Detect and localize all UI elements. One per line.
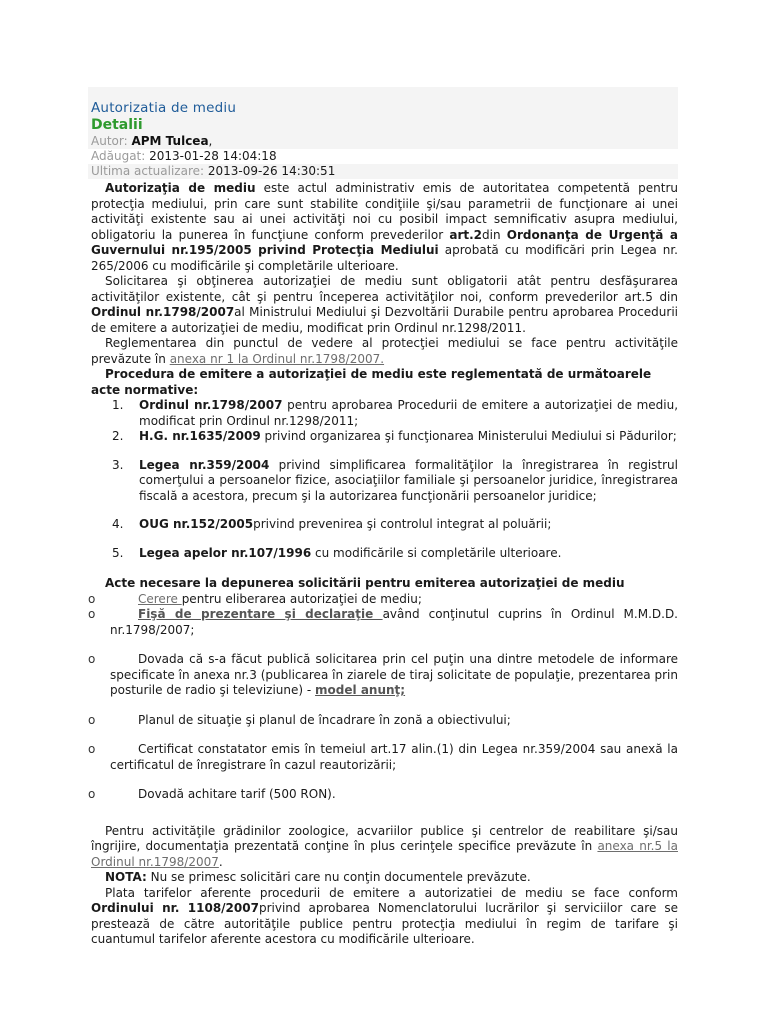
procedure-heading: Procedura de emitere a autorizaţiei de mediu este reglementată de următoarele acte normative: — [91, 367, 652, 397]
list-item — [88, 787, 678, 803]
act-title: H.G. nr.1635/2009 — [139, 429, 261, 443]
note-text: Nu se primesc solicitări care nu conţin documentele prevăzute. — [146, 870, 531, 884]
bullet-icon: o — [88, 712, 96, 727]
doc-text: Planul de situaţie şi planul de încadrare în zonă a obiectivului; — [138, 712, 511, 727]
act-title: OUG nr.152/2005 — [139, 517, 254, 531]
obligation-text-1: Solicitarea şi obţinerea autorizaţiei de mediu sunt obligatorii atât pentru desfăşurarea activităţilor existente, cât şi pentru începerea activităţilor noi, conform prevederilor art.5 din — [91, 274, 678, 304]
list-item — [88, 652, 678, 699]
acts-list — [91, 398, 678, 561]
bullet-icon: o — [88, 652, 96, 666]
bullet-icon: o — [88, 607, 96, 621]
doc-text: Dovada că s-a făcut publică solicitarea prin cel puţin una dintre metodele de informare specificate în anexa nr.3 (publicarea în ziarele de tiraj solicitate de populaţie, prezentarea prin posturile de radio şi televiziune) - — [110, 652, 678, 697]
bullet-icon: o — [88, 591, 96, 606]
section-heading: Detalii — [91, 117, 143, 133]
list-item — [91, 517, 678, 533]
zoo-text: Pentru activităţile grădinilor zoologice, acvariilor publice şi centrelor de reabilitare şi/sau îngrijire, documentaţia prezentată conţine în plus cerinţele specifice prevăzute în — [91, 823, 678, 853]
intro-text-3: aprobată cu modificări prin Legea nr. 265/2006 cu modificările şi completările ulterioare. — [91, 243, 678, 273]
intro-art: art.2 — [449, 227, 483, 242]
intro-term: Autorizaţia de mediu — [105, 181, 256, 195]
meta-added — [91, 149, 678, 164]
act-title: Legea apelor nr.107/1996 — [139, 545, 312, 560]
act-text: privind organizarea şi funcţionarea Ministerului Mediului si Pădurilor; — [260, 429, 677, 443]
added-date: 2013-01-28 14:04:18 — [149, 149, 277, 163]
fees-paragraph — [91, 886, 678, 948]
list-item — [88, 591, 678, 608]
documents-heading: Acte necesare la depunerea solicitării pentru emiterea autorizaţiei de mediu — [105, 576, 625, 590]
zoo-text-end: . — [218, 854, 223, 869]
list-item — [88, 742, 678, 773]
fees-order: Ordinului nr. 1108/2007 — [91, 901, 259, 915]
fees-text-2: privind aprobarea Nomenclatorului lucrărilor şi serviciilor care se prestează de către autorităţile publice pentru protecţia mediului în regim de tarifare şi cuantumul tarifelor aferente acestora cu modificările ulterioare. — [91, 901, 678, 946]
list-item — [91, 429, 678, 445]
model-anunt-link[interactable]: model anunţ; — [315, 683, 406, 697]
bullet-icon: o — [88, 742, 96, 756]
list-item — [91, 546, 678, 562]
intro-text-1: este actul administrativ emis de autoritatea competentă pentru protecţia mediului, prin care sunt stabilite condiţiile şi/sau parametrii de funcţionare ai unei activităţi existente sau ai unei activităţi noi cu posibil impact semnificativ asupra mediului, obligatoriu la punerea în funcţiune conform prevederilor — [91, 181, 678, 242]
author-label: Autor: — [91, 134, 128, 148]
doc-text: Certificat constatator emis în temeiul art.17 alin.(1) din Legea nr.359/2004 sau anexă la certificatul de înregistrare în cazul reautorizării; — [110, 742, 678, 772]
act-text: cu modificările si completările ulterioare. — [311, 545, 562, 560]
list-number: 1. — [112, 398, 124, 412]
updated-label: Ultima actualizare: — [91, 164, 205, 178]
list-number: 4. — [112, 517, 124, 531]
intro-paragraph — [91, 181, 678, 274]
list-item — [91, 398, 678, 429]
meta-updated — [88, 164, 678, 179]
obligation-paragraph — [91, 274, 678, 336]
list-item — [88, 712, 678, 729]
act-title: Ordinul nr.1798/2007 — [139, 398, 283, 412]
fisa-prezentare-link[interactable]: Fişă de prezentare şi declaraţie — [138, 607, 383, 621]
list-item — [88, 607, 678, 638]
act-text: pentru aprobarea Procedurii de emitere a autorizaţiei de mediu, modificat prin Ordinul nr.1298/2011; — [139, 398, 679, 428]
bullet-icon: o — [88, 787, 96, 801]
documents-list — [88, 591, 678, 803]
annex-1-link[interactable]: anexa nr 1 la Ordinul nr.1798/2007. — [169, 351, 385, 366]
updated-date: 2013-09-26 14:30:51 — [207, 164, 336, 178]
doc-text: având conţinutul cuprins în Ordinul M.M.D.D. nr.1798/2007; — [110, 607, 678, 637]
intro-text-2: din — [482, 227, 507, 242]
page-title: Autorizatia de mediu — [91, 100, 237, 116]
document — [88, 87, 679, 948]
list-number: 5. — [112, 545, 124, 560]
list-number: 3. — [112, 457, 124, 472]
obligation-order: Ordinul nr.1798/2007 — [91, 305, 235, 319]
list-item — [91, 458, 678, 505]
zoo-paragraph — [91, 824, 678, 871]
act-title: Legea nr.359/2004 — [139, 457, 270, 472]
author-suffix: , — [208, 134, 213, 148]
list-number: 2. — [112, 429, 124, 443]
annex-5-link[interactable]: anexa nr.5 la Ordinul nr.1798/2007 — [91, 839, 678, 869]
doc-text: Dovadă achitare tarif (500 RON). — [138, 787, 336, 801]
act-text: privind simplificarea formalităţilor la înregistrarea în registrul comerţului a persoanelor fizice, asociaţiilor familiale şi persoanelor juridice, înregistrarea fiscală a acestora, precum şi la autorizarea funcţionării persoanelor juridice; — [139, 457, 678, 503]
cerere-link[interactable]: Cerere — [138, 591, 182, 606]
act-text: privind prevenirea şi controlul integrat al poluării; — [253, 517, 552, 531]
author-name[interactable]: APM Tulcea — [131, 134, 209, 148]
added-label: Adăugat: — [91, 149, 146, 163]
regulation-text: Reglementarea din punctul de vedere al protecţiei mediului se face pentru activităţile prevăzute în — [91, 336, 678, 366]
article-header — [88, 87, 678, 134]
note-paragraph — [91, 870, 678, 886]
doc-text: pentru eliberarea autorizaţiei de mediu; — [181, 591, 422, 606]
fees-text-1: Plata tarifelor aferente procedurii de emitere a autorizatiei de mediu se face conform — [105, 885, 678, 900]
note-label: NOTA: — [105, 870, 147, 884]
obligation-text-2: al Ministrului Mediului şi Dezvoltării Durabile pentru aprobarea Procedurii de emitere a autorizaţiei de mediu, modificat prin Ordinul nr.1298/2011. — [91, 305, 678, 335]
intro-oug: Ordonanţa de Urgenţă a Guvernului nr.195/2005 privind Protecţia Mediului — [91, 227, 678, 257]
regulation-paragraph — [91, 336, 678, 367]
meta-author — [88, 134, 678, 149]
